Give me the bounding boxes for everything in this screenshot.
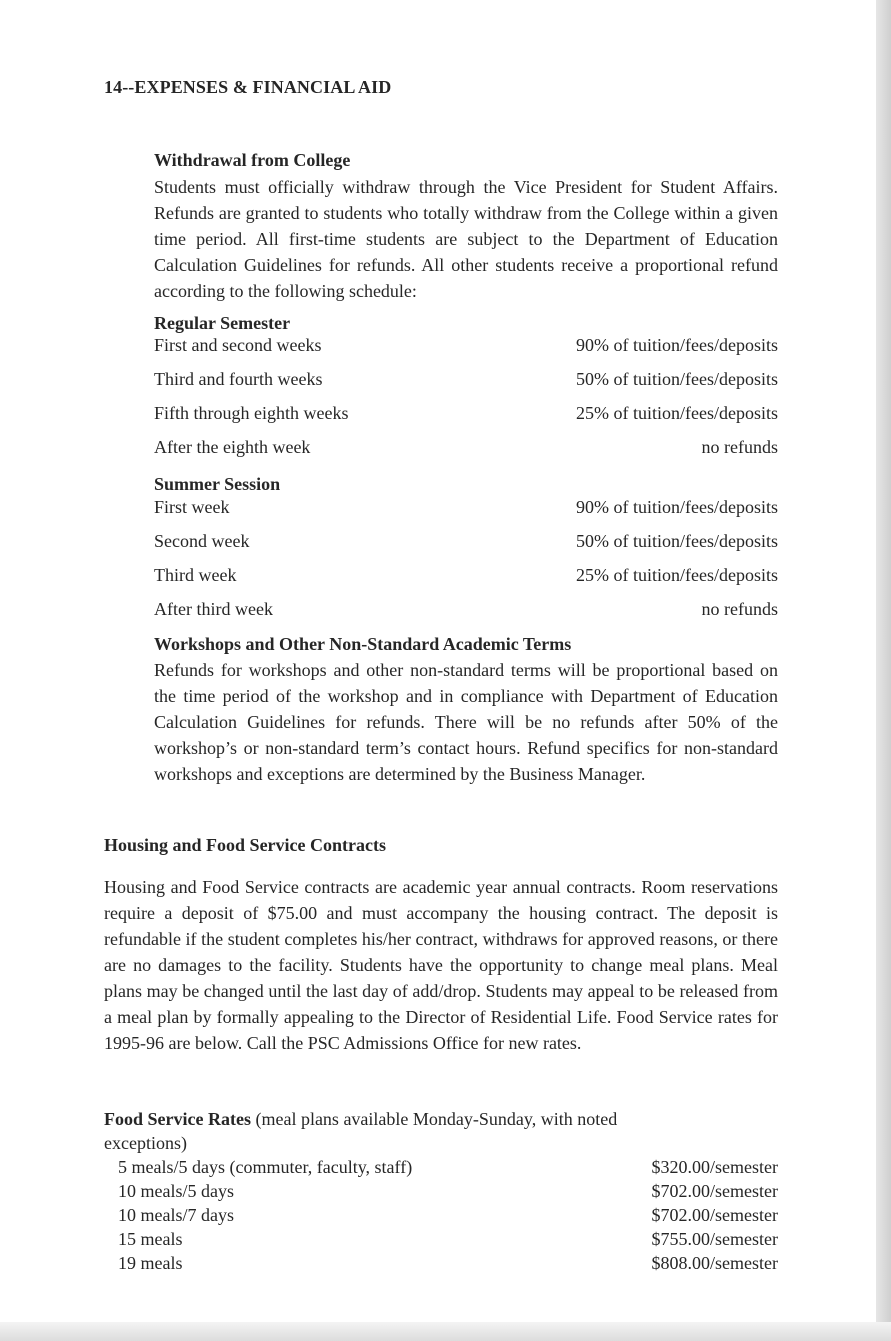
- food-rate-value: $702.00/semester: [651, 1205, 778, 1225]
- regular-row-3: [154, 403, 778, 427]
- food-rate-row-2: [118, 1181, 778, 1205]
- summer-row-value: 50% of tuition/fees/deposits: [576, 531, 778, 551]
- food-rates-note: (meal plans available Monday-Sunday, with noted: [255, 1109, 618, 1129]
- food-rate-row-1: [118, 1157, 778, 1181]
- workshops-paragraph: Refunds for workshops and other non-standard terms will be proportional based on the time period of the workshop and in compliance with Department of Education Calculation Guidelines for refunds. There will be no refunds after 50% of the workshop’s or non-standard term’s contact hours. Refund specifics for non-standard workshops and exceptions are determined by the Business Manager.: [154, 660, 778, 784]
- food-rate-label: 10 meals/7 days: [118, 1205, 234, 1225]
- regular-row-label: After the eighth week: [154, 437, 311, 457]
- workshops-heading: Workshops and Other Non-Standard Academic Terms: [154, 634, 572, 654]
- regular-row-value: 90% of tuition/fees/deposits: [576, 335, 778, 355]
- summer-row-4: [154, 599, 778, 623]
- regular-row-4: [154, 437, 778, 461]
- regular-row-value: 25% of tuition/fees/deposits: [576, 403, 778, 423]
- food-rate-row-3: [118, 1205, 778, 1229]
- regular-row-1: [154, 335, 778, 359]
- food-rate-label: 5 meals/5 days (commuter, faculty, staff): [118, 1157, 413, 1177]
- food-rates-note-continued: exceptions): [104, 1133, 187, 1153]
- summer-row-3: [154, 565, 778, 589]
- food-rate-value: $702.00/semester: [651, 1181, 778, 1201]
- housing-paragraph: Housing and Food Service contracts are academic year annual contracts. Room reservations require a deposit of $75.00 and must accompany the housing contract. The deposit is refundable if the student completes his/her contract, withdraws for approved reasons, or there are no damages to the facility. Students have the opportunity to change meal plans. Meal plans may be changed until the last day of add/drop. Students may appeal to be released from a meal plan by formally appealing to the Director of Residential Life. Food Service rates for 1995-96 are below. Call the PSC Admissions Office for new rates.: [104, 877, 778, 1053]
- food-rates-title-line: [104, 1109, 778, 1133]
- food-rate-label: 19 meals: [118, 1253, 183, 1273]
- withdrawal-heading: Withdrawal from College: [154, 150, 351, 170]
- regular-row-value: 50% of tuition/fees/deposits: [576, 369, 778, 389]
- food-rate-value: $755.00/semester: [651, 1229, 778, 1249]
- summer-row-label: Second week: [154, 531, 250, 551]
- running-head: 14--EXPENSES & FINANCIAL AID: [104, 77, 392, 97]
- regular-row-label: First and second weeks: [154, 335, 322, 355]
- bottom-edge-shadow: [0, 1322, 891, 1341]
- summer-row-label: First week: [154, 497, 230, 517]
- summer-session-heading: Summer Session: [154, 474, 281, 494]
- summer-row-value: 90% of tuition/fees/deposits: [576, 497, 778, 517]
- regular-row-label: Third and fourth weeks: [154, 369, 323, 389]
- food-rate-row-4: [118, 1229, 778, 1253]
- food-rates-note-line2: [104, 1133, 778, 1157]
- food-rate-label: 10 meals/5 days: [118, 1181, 234, 1201]
- regular-row-2: [154, 369, 778, 393]
- summer-row-2: [154, 531, 778, 555]
- summer-row-1: [154, 497, 778, 521]
- summer-row-label: After third week: [154, 599, 273, 619]
- housing-heading: Housing and Food Service Contracts: [104, 835, 387, 855]
- withdrawal-paragraph: Students must officially withdraw through the Vice President for Student Affairs. Refunds are granted to students who totally withdraw from the College within a given time period. All first-time students are subject to the Department of Education Calculation Guidelines for refunds. All other students receive a proportional refund according to the following schedule:: [154, 177, 778, 301]
- summer-row-label: Third week: [154, 565, 237, 585]
- page-edge-shadow: [876, 0, 891, 1341]
- food-rate-value: $320.00/semester: [651, 1157, 778, 1177]
- regular-semester-heading: Regular Semester: [154, 313, 291, 333]
- regular-row-value: no refunds: [701, 437, 778, 457]
- food-rate-row-5: [118, 1253, 778, 1277]
- regular-row-label: Fifth through eighth weeks: [154, 403, 349, 423]
- food-rate-value: $808.00/semester: [651, 1253, 778, 1273]
- food-rates-heading: Food Service Rates: [104, 1109, 251, 1129]
- food-rate-label: 15 meals: [118, 1229, 183, 1249]
- summer-row-value: 25% of tuition/fees/deposits: [576, 565, 778, 585]
- summer-row-value: no refunds: [701, 599, 778, 619]
